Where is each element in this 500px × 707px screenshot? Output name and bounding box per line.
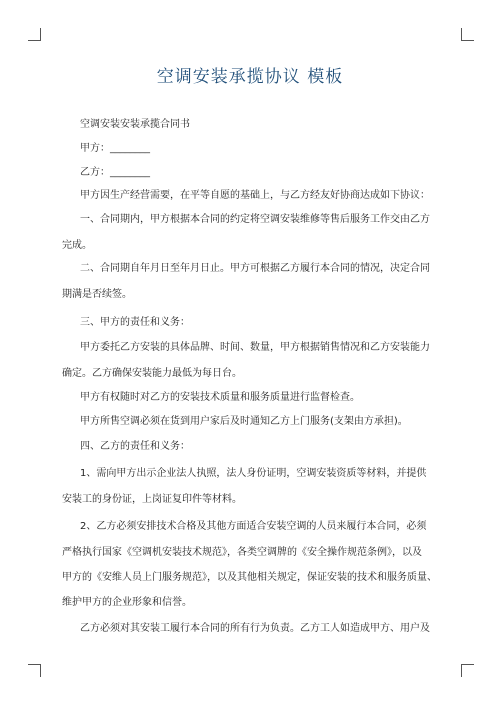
crop-mark-bottom-left — [28, 664, 41, 677]
paragraph-line: 维护甲方的企业形象和信誉。 — [62, 597, 192, 608]
paragraph-line: 1、需向甲方出示企业法人执照，法人身份证明，空调安装资质等材料，并提供 — [80, 468, 427, 479]
section-heading: 四、乙方的责任和义务： — [80, 441, 190, 452]
section-heading: 三、甲方的责任和义务： — [80, 317, 190, 328]
crop-mark-bottom-right — [461, 664, 474, 677]
paragraph-line: 安装工的身份证，上岗证复印件等材料。 — [62, 494, 242, 505]
paragraph-line: 一、合同期内，甲方根据本合同的约定将空调安装维修等售后服务工作交由乙方 — [80, 214, 430, 225]
crop-mark-top-right — [461, 28, 474, 41]
paragraph-line: 确定。乙方确保安装能力最低为每日台。 — [62, 368, 242, 379]
paragraph-line: 期满是否续签。 — [62, 289, 132, 300]
paragraph-line: 完成。 — [62, 240, 92, 251]
party-a-line: 甲方：________ — [80, 143, 150, 154]
paragraph-line: 二、合同期自年月日至年月日止。甲方可根据乙方履行本合同的情况，决定合同 — [80, 263, 430, 274]
contract-heading: 空调安装安装承揽合同书 — [80, 119, 190, 130]
paragraph-line: 甲方所售空调必须在货到用户家后及时通知乙方上门服务(支架由方承担)。 — [80, 416, 408, 427]
crop-mark-top-left — [28, 28, 41, 41]
paragraph-line: 甲方因生产经营需要，在平等自愿的基础上，与乙方经友好协商达成如下协议： — [80, 190, 430, 201]
paragraph-line: 乙方必须对其安装工履行本合同的所有行为负责。乙方工人如造成甲方、用户及 — [80, 623, 430, 634]
paragraph-line: 甲方的《安维人员上门服务规范》，以及其他相关规定，保证安装的技术和服务质量、 — [62, 572, 437, 583]
paragraph-line: 严格执行国家《空调机安装技术规范》，各类空调牌的《安全操作规范条例》，以及 — [62, 547, 422, 558]
paragraph-line: 甲方有权随时对乙方的安装技术质量和服务质量进行监督检查。 — [80, 392, 360, 403]
paragraph-line: 2、乙方必须安排技术合格及其他方面适合安装空调的人员来履行本合同，必须 — [80, 521, 427, 532]
paragraph-line: 甲方委托乙方安装的具体品牌、时间、数量，甲方根据销售情况和乙方安装能力 — [80, 342, 430, 353]
party-b-line: 乙方：________ — [80, 167, 150, 178]
document-title: 空调安装承揽协议 模板 — [156, 67, 344, 87]
